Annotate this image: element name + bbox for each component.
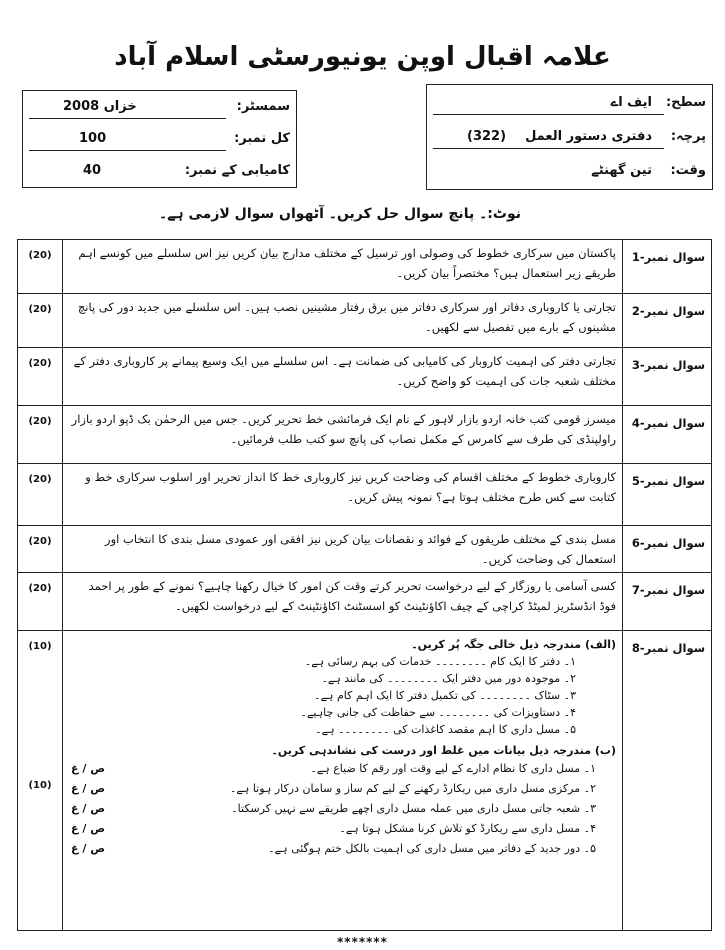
question-number: سوال نمبر-6	[623, 526, 712, 573]
question-text: پاکستان میں سرکاری خطوط کی وصولی اور ترسیل کے مختلف مدارج بیان کریں نیز اس سلسلے میں کونسے اہم طریقے زیر استعمال ہیں؟ مختصراً بیان کریں۔	[63, 240, 623, 294]
question-number: سوال نمبر-1	[623, 240, 712, 294]
table-row	[18, 348, 712, 406]
part-b-items	[69, 759, 616, 859]
end-stars: *******	[337, 935, 388, 949]
part-a-marks: (10)	[28, 641, 52, 652]
question-text: میسرز قومی کتب خانہ اردو بازار لاہور کے نام ایک فرمائشی خط تحریر کریں۔ جس میں الرحمٰن بک ڈپو اردو بازار راولپنڈی کی طرف سے کامرس کے مکمل نصاب کی پانچ سو کتب طلب فرمائیں۔	[63, 406, 623, 464]
semester-value: خزاں 2008	[63, 99, 137, 114]
question-number: سوال نمبر-3	[623, 348, 712, 406]
question-number: سوال نمبر-5	[623, 464, 712, 526]
paper-code: (322)	[467, 129, 507, 144]
list-item: ۵۔ مسل داری کا اہم مقصد کاغذات کی ۔۔۔۔۔۔۔۔ ہے۔	[315, 723, 576, 736]
time-label: وقت:	[670, 163, 706, 178]
table-row	[18, 240, 712, 294]
pass-marks-row	[23, 155, 296, 187]
question-text	[63, 631, 623, 931]
pass-marks-value: 40	[83, 163, 102, 178]
table-row	[18, 631, 712, 931]
pass-marks-label: کامیابی کے نمبر:	[184, 163, 290, 178]
level-value: ایف اے	[610, 95, 652, 110]
part-b-marks: (10)	[28, 780, 52, 791]
question-marks: (20)	[18, 573, 63, 631]
paper-value: دفتری دستور العمل	[525, 129, 652, 144]
question-text: تجارتی دفتر کی اہمیت کاروبار کی کامیابی کی ضمانت ہے۔ اس سلسلے میں ایک وسیع پیمانے پر کاروباری دفتر کے مختلف شعبہ جات کی اہمیت کو واضح کریں۔	[63, 348, 623, 406]
question-marks: (20)	[18, 348, 63, 406]
list-item: ۴۔ دستاویزات کی ۔۔۔۔۔۔۔۔ سے حفاظت کی جانی چاہیے۔	[300, 706, 576, 719]
time-value: تین گھنٹے	[591, 163, 652, 178]
question-marks: (20)	[18, 294, 63, 348]
part-a-heading: (الف) مندرجہ ذیل خالی جگہ پُر کریں۔	[411, 638, 616, 651]
list-item: ۲۔ مرکزی مسل داری میں ریکارڈ رکھنے کے لیے کم ساز و سامان درکار ہوتا ہے۔ ص / غ	[71, 782, 596, 795]
question-text: کسی آسامی یا روزگار کے لیے درخواست تحریر کرتے وقت کن امور کا خیال رکھنا چاہیے؟ نمونے کے طور پر احمد فوڈ انڈسٹریز لمیٹڈ کراچی کے چیف اکاؤنٹینٹ کو اسسٹنٹ اکاؤنٹینٹ کے لیے درخواست لکھیں۔	[63, 573, 623, 631]
question-marks: (20)	[18, 240, 63, 294]
list-item: ۱۔ دفتر کا ایک کام ۔۔۔۔۔۔۔۔ خدمات کی بہم رسائی ہے۔	[304, 655, 576, 668]
list-item: ۳۔ شعبہ جاتی مسل داری میں عملہ مسل داری اچھے طریقے سے نہیں کرسکتا۔ ص / غ	[71, 802, 596, 815]
table-row	[18, 294, 712, 348]
list-item: ۲۔ موجودہ دور میں دفتر ایک ۔۔۔۔۔۔۔۔ کی مانند ہے۔	[321, 672, 576, 685]
list-item: ۵۔ دور جدید کے دفاتر میں مسل داری کی اہمیت بالکل ختم ہوگئی ہے۔ ص / غ	[71, 842, 596, 855]
question-number: سوال نمبر-8	[623, 631, 712, 931]
time-row	[427, 155, 712, 187]
question-marks: (20)	[18, 464, 63, 526]
part-b-heading: (ب) مندرجہ ذیل بیانات میں غلط اور درست کی نشاندہی کریں۔	[271, 744, 616, 757]
question-number: سوال نمبر-2	[623, 294, 712, 348]
question-text: تجارتی یا کاروباری دفاتر اور سرکاری دفاتر میں برق رفتار مشینیں نصب ہیں۔ اس سلسلے میں جدید دور کی پانچ مشینوں کے بارے میں تفصیل سے لکھیں۔	[63, 294, 623, 348]
question-marks: (20)	[18, 406, 63, 464]
question-number: سوال نمبر-4	[623, 406, 712, 464]
paper-label: پرچہ:	[670, 129, 706, 144]
list-item: ۱۔ مسل داری کا نظام ادارے کے لیے وقت اور رقم کا ضیاع ہے۔ ص / غ	[71, 762, 596, 775]
semester-label: سمسٹر:	[236, 99, 290, 114]
table-row	[18, 526, 712, 573]
questions-table	[17, 239, 712, 931]
question-text: کاروباری خطوط کے مختلف اقسام کی وضاحت کریں نیز کاروباری خط کا انداز تحریر اور اسلوب سرکاری خط و کتابت سے کس طرح مختلف ہوتا ہے؟ نمونہ پیش کریں۔	[63, 464, 623, 526]
level-label: سطح:	[665, 95, 706, 110]
table-row	[18, 464, 712, 526]
semester-row	[23, 91, 296, 123]
question-text: مسل بندی کے مختلف طریقوں کے فوائد و نقصانات بیان کریں نیز افقی اور عمودی مسل بندی کا انتخاب اور استعمال کی وضاحت کریں۔	[63, 526, 623, 573]
course-info-box	[426, 84, 713, 190]
exam-info-box	[22, 90, 297, 188]
total-marks-value: 100	[79, 131, 107, 146]
table-row	[18, 406, 712, 464]
list-item: ۴۔ مسل داری سے ریکارڈ کو تلاش کرنا مشکل ہوتا ہے۔ ص / غ	[71, 822, 596, 835]
list-item: ۳۔ سٹاک ۔۔۔۔۔۔۔۔ کی تکمیل دفتر کا ایک اہم کام ہے۔	[314, 689, 576, 702]
paper-row	[427, 121, 712, 153]
university-title: علامہ اقبال اوپن یونیورسٹی اسلام آباد	[114, 42, 611, 72]
question-number: سوال نمبر-7	[623, 573, 712, 631]
question-marks	[18, 631, 63, 931]
level-row	[427, 87, 712, 119]
table-row	[18, 573, 712, 631]
part-a-items	[69, 653, 616, 738]
total-marks-row	[23, 123, 296, 155]
instructions-note: نوٹ:۔ پانچ سوال حل کریں۔ آٹھواں سوال لازمی ہے۔	[159, 206, 521, 222]
question-marks: (20)	[18, 526, 63, 573]
total-marks-label: کل نمبر:	[234, 131, 290, 146]
